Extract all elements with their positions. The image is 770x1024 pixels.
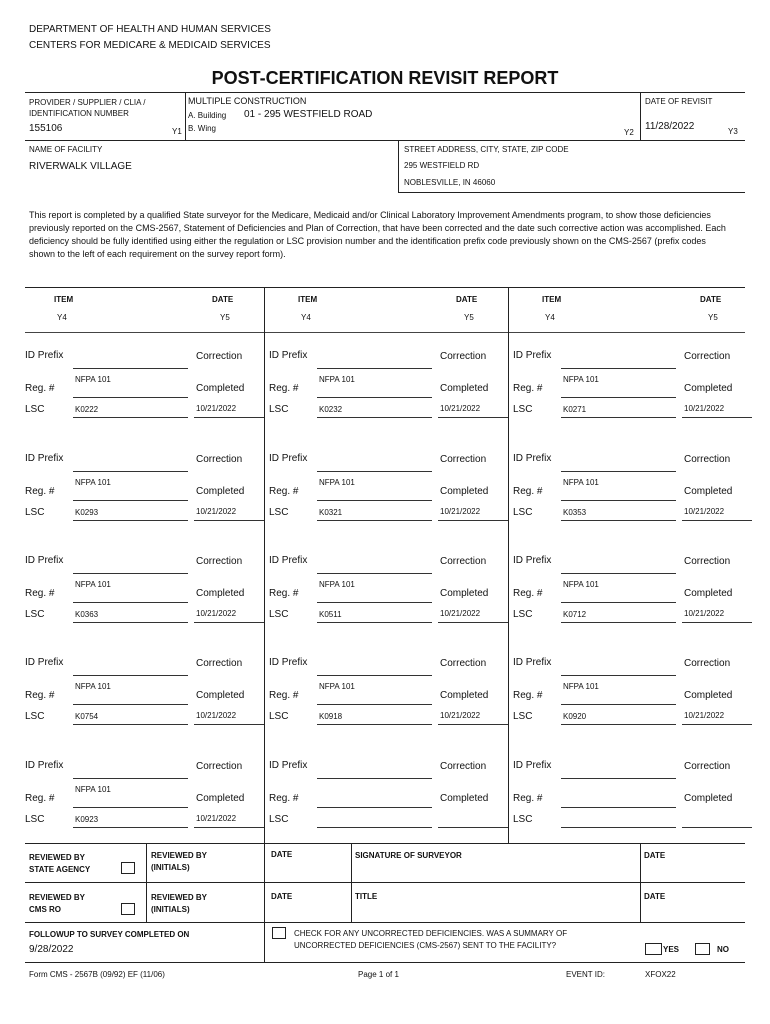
correction-label: Correction [440, 351, 487, 362]
centers-name: CENTERS FOR MEDICARE & MEDICAID SERVICES [29, 40, 271, 51]
tag-y1: Y1 [172, 127, 182, 136]
address-label: STREET ADDRESS, CITY, STATE, ZIP CODE [404, 145, 569, 154]
lsc-label: LSC [513, 404, 533, 415]
id-prefix-label: ID Prefix [269, 453, 308, 464]
completed-label: Completed [196, 588, 245, 599]
id-prefix-label: ID Prefix [269, 555, 308, 566]
id-prefix-label: ID Prefix [269, 760, 308, 771]
col-header-y5: Y5 [220, 313, 230, 322]
reviewed-cms-ro-checkbox[interactable] [121, 903, 135, 915]
id-prefix-label: ID Prefix [25, 555, 64, 566]
col-header-item: ITEM [542, 295, 562, 304]
lsc-value: K0754 [75, 712, 99, 721]
lsc-label: LSC [513, 711, 533, 722]
col-header-date: DATE [456, 295, 478, 304]
followup-label: FOLLOWUP TO SURVEY COMPLETED ON [29, 930, 190, 939]
reviewed-initials-label-2: REVIEWED BY (INITIALS) [151, 893, 208, 914]
lsc-value: K0712 [563, 610, 587, 619]
date-label-4: DATE [644, 892, 666, 901]
lsc-value: K0511 [319, 610, 342, 619]
lsc-label: LSC [513, 814, 533, 825]
id-prefix-label: ID Prefix [25, 760, 64, 771]
correction-label: Correction [440, 454, 487, 465]
lsc-label: LSC [269, 609, 289, 620]
col-header-item: ITEM [298, 295, 318, 304]
completed-label: Completed [684, 588, 733, 599]
revisit-label: DATE OF REVISIT [645, 97, 713, 106]
address-street: 295 WESTFIELD RD [404, 161, 480, 170]
completed-label: Completed [684, 383, 733, 394]
completed-date: 10/21/2022 [196, 609, 237, 618]
reviewed-initials-label: REVIEWED BY (INITIALS) [151, 851, 208, 872]
completed-date: 10/21/2022 [196, 404, 237, 413]
form-number: Form CMS - 2567B (09/92) EF (11/06) [29, 970, 165, 979]
followup-date: 9/28/2022 [29, 944, 74, 955]
reg-label: Reg. # [513, 793, 543, 804]
no-label: NO [717, 945, 729, 954]
completed-label: Completed [196, 690, 245, 701]
building-label: A. Building [188, 111, 227, 120]
lsc-label: LSC [25, 814, 45, 825]
completed-label: Completed [196, 383, 245, 394]
reviewed-state-agency-label: REVIEWED BY STATE AGENCY [29, 853, 91, 874]
reg-value: NFPA 101 [563, 478, 599, 487]
reg-value: NFPA 101 [75, 375, 111, 384]
revisit-date: 11/28/2022 [645, 121, 695, 132]
reg-value: NFPA 101 [75, 580, 111, 589]
completed-label: Completed [440, 383, 489, 394]
col-header-item: ITEM [54, 295, 74, 304]
completed-date: 10/21/2022 [440, 404, 481, 413]
reg-label: Reg. # [513, 486, 543, 497]
wing-label: B. Wing [188, 124, 217, 133]
reg-label: Reg. # [25, 793, 55, 804]
completed-label: Completed [440, 486, 489, 497]
reg-label: Reg. # [269, 383, 299, 394]
reg-label: Reg. # [513, 588, 543, 599]
id-prefix-label: ID Prefix [25, 453, 64, 464]
completed-date: 10/21/2022 [684, 711, 725, 720]
col-header-y5: Y5 [708, 313, 718, 322]
reg-label: Reg. # [513, 690, 543, 701]
id-prefix-label: ID Prefix [513, 453, 552, 464]
correction-label: Correction [196, 658, 243, 669]
date-label-3: DATE [271, 892, 293, 901]
id-prefix-label: ID Prefix [25, 350, 64, 361]
completed-label: Completed [196, 793, 245, 804]
reg-value: NFPA 101 [319, 478, 355, 487]
correction-label: Correction [684, 658, 731, 669]
id-prefix-label: ID Prefix [513, 350, 552, 361]
lsc-label: LSC [25, 404, 45, 415]
correction-label: Correction [196, 556, 243, 567]
id-prefix-label: ID Prefix [269, 350, 308, 361]
completed-date: 10/21/2022 [196, 814, 237, 823]
provider-label: PROVIDER / SUPPLIER / CLIA / IDENTIFICATION NUMBER [29, 98, 146, 118]
completed-date: 10/21/2022 [196, 711, 237, 720]
lsc-label: LSC [269, 507, 289, 518]
provider-number: 155106 [29, 123, 63, 134]
correction-label: Correction [684, 454, 731, 465]
correction-label: Correction [684, 556, 731, 567]
correction-label: Correction [440, 761, 487, 772]
reg-label: Reg. # [513, 383, 543, 394]
reviewed-cms-ro-label: REVIEWED BY CMS RO [29, 893, 86, 914]
completed-date: 10/21/2022 [440, 609, 481, 618]
lsc-value: K0353 [563, 508, 587, 517]
completed-label: Completed [440, 690, 489, 701]
reg-label: Reg. # [269, 793, 299, 804]
reg-value: NFPA 101 [319, 580, 355, 589]
lsc-value: K0923 [75, 815, 99, 824]
reviewed-state-agency-checkbox[interactable] [121, 862, 135, 874]
completed-label: Completed [196, 486, 245, 497]
lsc-value: K0271 [563, 405, 587, 414]
reg-label: Reg. # [269, 486, 299, 497]
correction-label: Correction [196, 454, 243, 465]
reg-label: Reg. # [269, 588, 299, 599]
reg-label: Reg. # [25, 486, 55, 497]
reg-label: Reg. # [25, 690, 55, 701]
building-value: 01 - 295 WESTFIELD ROAD [244, 109, 373, 120]
facility-label: NAME OF FACILITY [29, 145, 103, 154]
reg-value: NFPA 101 [563, 682, 599, 691]
lsc-label: LSC [513, 507, 533, 518]
lsc-value: K0920 [563, 712, 587, 721]
reg-label: Reg. # [25, 588, 55, 599]
correction-label: Correction [196, 761, 243, 772]
lsc-value: K0232 [319, 405, 343, 414]
reg-value: NFPA 101 [75, 682, 111, 691]
completed-date: 10/21/2022 [684, 404, 725, 413]
address-city: NOBLESVILLE, IN 46060 [404, 178, 496, 187]
reg-value: NFPA 101 [319, 682, 355, 691]
correction-label: Correction [440, 556, 487, 567]
completed-date: 10/21/2022 [684, 609, 725, 618]
date-label-1: DATE [271, 850, 293, 859]
lsc-value: K0321 [319, 508, 343, 517]
lsc-value: K0918 [319, 712, 343, 721]
lsc-label: LSC [25, 609, 45, 620]
correction-label: Correction [684, 351, 731, 362]
lsc-value: K0222 [75, 405, 99, 414]
lsc-value: K0363 [75, 610, 99, 619]
col-header-date: DATE [212, 295, 234, 304]
lsc-value: K0293 [75, 508, 99, 517]
completed-label: Completed [440, 588, 489, 599]
form-title: POST-CERTIFICATION REVISIT REPORT [211, 68, 559, 88]
reg-value: NFPA 101 [75, 478, 111, 487]
correction-label: Correction [440, 658, 487, 669]
completed-date: 10/21/2022 [684, 507, 725, 516]
reg-value: NFPA 101 [319, 375, 355, 384]
reg-value: NFPA 101 [75, 785, 111, 794]
col-header-y4: Y4 [545, 313, 555, 322]
intro-paragraph: This report is completed by a qualified State surveyor for the Medicare, Medicaid and/or Clinical Laboratory Improvement Amendments program, to show those deficiencies previously reported on the CMS-2567, Statement of Deficiencies and Plan of Correction, that have been corrected and the date such corrective action was accomplished. Each deficiency should be fully identified using either the regulation or LSC provision number and the identification prefix code previously shown on the CMS-2567 (prefix codes shown to the left of each requirement on the survey report form). [29, 210, 726, 259]
tag-y3: Y3 [728, 127, 738, 136]
signature-label: SIGNATURE OF SURVEYOR [355, 851, 462, 860]
id-prefix-label: ID Prefix [269, 657, 308, 668]
completed-label: Completed [684, 690, 733, 701]
completed-date: 10/21/2022 [440, 507, 481, 516]
correction-label: Correction [684, 761, 731, 772]
no-checkbox[interactable] [695, 943, 710, 955]
construction-label: MULTIPLE CONSTRUCTION [188, 96, 307, 106]
id-prefix-label: ID Prefix [513, 555, 552, 566]
id-prefix-label: ID Prefix [513, 657, 552, 668]
id-prefix-label: ID Prefix [25, 657, 64, 668]
page-number: Page 1 of 1 [358, 970, 399, 979]
reg-value: NFPA 101 [563, 580, 599, 589]
correction-label: Correction [196, 351, 243, 362]
col-header-y4: Y4 [301, 313, 311, 322]
event-id-value: XFOX22 [645, 970, 676, 979]
lsc-label: LSC [269, 711, 289, 722]
col-header-date: DATE [700, 295, 722, 304]
lsc-label: LSC [25, 507, 45, 518]
completed-label: Completed [440, 793, 489, 804]
facility-name: RIVERWALK VILLAGE [29, 161, 132, 172]
reg-value: NFPA 101 [563, 375, 599, 384]
completed-label: Completed [684, 793, 733, 804]
uncorrected-question: CHECK FOR ANY UNCORRECTED DEFICIENCIES. WAS A SUMMARY OF UNCORRECTED DEFICIENCIES (CMS-2567) SENT TO THE FACILITY? [294, 929, 568, 950]
lsc-label: LSC [513, 609, 533, 620]
lsc-label: LSC [25, 711, 45, 722]
date-label-2: DATE [644, 851, 666, 860]
completed-label: Completed [684, 486, 733, 497]
uncorrected-deficiencies-checkbox[interactable] [272, 927, 286, 939]
reg-label: Reg. # [25, 383, 55, 394]
reg-label: Reg. # [269, 690, 299, 701]
lsc-label: LSC [269, 814, 289, 825]
col-header-y5: Y5 [464, 313, 474, 322]
yes-checkbox[interactable] [645, 943, 662, 955]
lsc-label: LSC [269, 404, 289, 415]
col-header-y4: Y4 [57, 313, 67, 322]
tag-y2: Y2 [624, 128, 634, 137]
completed-date: 10/21/2022 [196, 507, 237, 516]
title-label: TITLE [355, 892, 378, 901]
event-id-label: EVENT ID: [566, 970, 605, 979]
yes-label: YES [663, 945, 680, 954]
id-prefix-label: ID Prefix [513, 760, 552, 771]
department-name: DEPARTMENT OF HEALTH AND HUMAN SERVICES [29, 24, 271, 35]
completed-date: 10/21/2022 [440, 711, 481, 720]
